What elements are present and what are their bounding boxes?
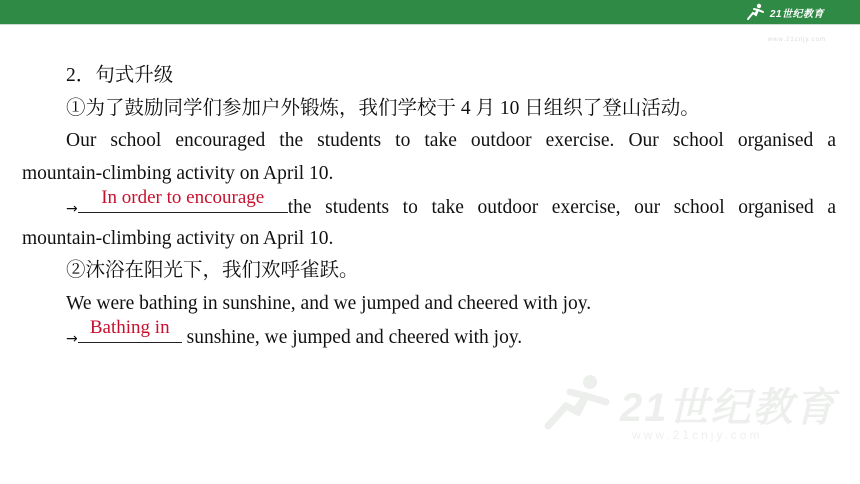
item1-rewrite-line1 [22, 187, 836, 223]
item1-rewrite-rest: the students to take outdoor exercise, our school organised a [287, 197, 836, 218]
header-bar [0, 0, 860, 24]
item1-rewrite-line2: mountain-climbing activity on April 10. [22, 227, 334, 249]
exercise-content [22, 60, 836, 353]
item2-rewrite-rest: sunshine, we jumped and cheered with joy. [186, 327, 523, 348]
item1-chinese: ①为了鼓励同学们参加户外锻炼，我们学校于 4 月 10 日组织了登山活动。 [66, 97, 700, 119]
arrow-icon: → [66, 201, 78, 217]
item2-answer: Bathing in [89, 317, 170, 338]
item2-chinese: ②沐浴在阳光下，我们欢呼雀跃。 [66, 260, 359, 281]
item2-rewrite [22, 317, 836, 353]
item2-answer-blank[interactable] [78, 317, 182, 343]
runner-watermark-icon [540, 372, 620, 432]
item2-english: We were bathing in sunshine, and we jumped and cheered with joy. [66, 292, 592, 314]
runner-logo-icon [745, 3, 767, 21]
watermark-url: www.21cnjy.com [632, 428, 763, 442]
arrow-icon: → [66, 331, 78, 347]
header-divider [0, 24, 860, 25]
item1-answer: In order to encourage [101, 187, 265, 208]
site-logo [745, 2, 824, 22]
logo-text: 21世纪教育 [769, 8, 824, 20]
header-url: www.21cnjy.com [767, 37, 826, 43]
watermark [540, 372, 840, 452]
section-title: 2．句式升级 [66, 65, 174, 86]
item1-english-line1: Our school encouraged the students to take outdoor exercise. Our school organised a [66, 130, 836, 151]
item1-answer-blank[interactable] [78, 187, 288, 213]
watermark-text: 21世纪教育 [620, 386, 837, 430]
item1-english-line2: mountain-climbing activity on April 10. [22, 162, 334, 184]
